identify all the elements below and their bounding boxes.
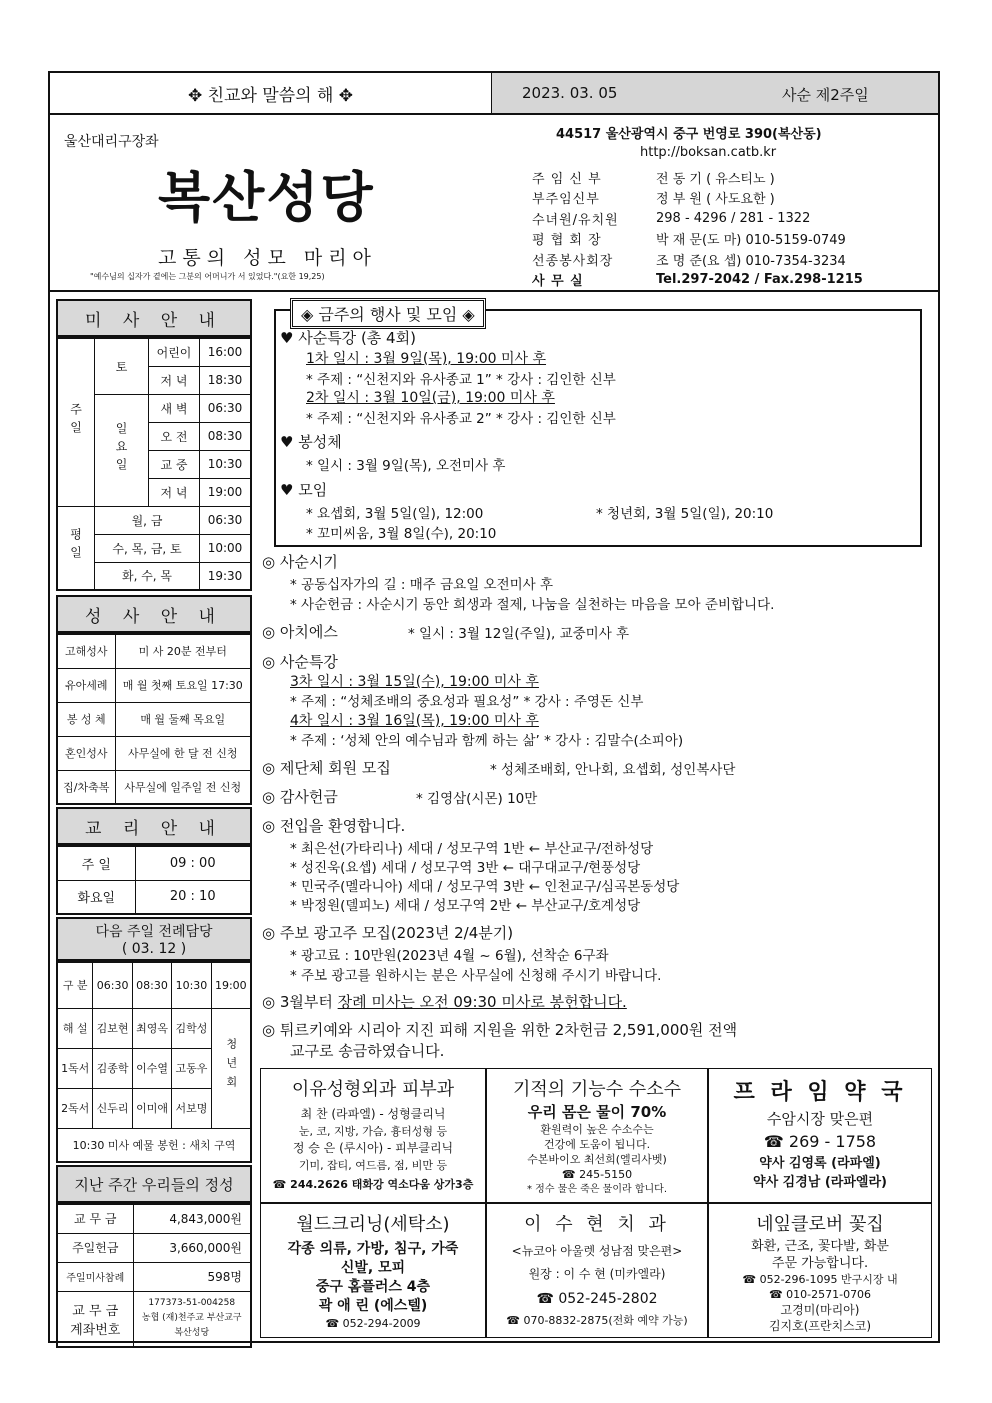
staff-row [532, 167, 932, 188]
events-title: ◈ 금주의 행사 및 모임 ◈ [290, 298, 486, 329]
account-info [133, 1291, 251, 1347]
ad-title: 기적의 기능수 수소수 [513, 1079, 681, 1100]
liturgy-person: 최영옥 [132, 1008, 171, 1048]
acies-detail: * 일시 : 3월 12일(주일), 교중미사 후 [408, 626, 630, 642]
liturgy-note: 10:30 미사 예물 봉헌 : 새치 구역 [57, 1128, 251, 1162]
welcome-item: * 민국주(멜라니아) 세대 / 성모구역 3반 ← 인천교구/심곡본동성당 [290, 879, 680, 895]
ad-line: ☎ 070-8832-2875(전화 예약 가능) [506, 1314, 688, 1327]
ad-line: 기미, 잡티, 여드름, 점, 비만 등 [298, 1159, 448, 1172]
thanks-detail: * 김영삼(시몬) 10만 [416, 791, 538, 807]
ad-line: 건강에 도움이 됩니다. [543, 1138, 651, 1151]
catechism-time: 20 : 10 [135, 880, 251, 914]
liturgy-table [56, 961, 252, 1163]
ad-item: * 광고료 : 10만원(2023년 4월 ~ 6월), 선착순 6구좌 [290, 948, 609, 964]
ad-line: ☎ 052-296-1095 반구시장 내 [742, 1273, 898, 1286]
sacrament-name: 고해성사 [57, 634, 115, 668]
ad-florist [708, 1203, 932, 1338]
ad-title: 이유성형외과 피부과 [291, 1079, 455, 1100]
sacrament-name: 집/차축복 [57, 770, 115, 804]
liturgy-role: 1독서 [57, 1048, 93, 1088]
welcome-heading: ◎ 전입을 환영합니다. [262, 817, 406, 835]
account-number: 177373-51-004258 [148, 1298, 236, 1309]
mass-table [56, 337, 252, 591]
sunday-label: 주일 [57, 338, 95, 506]
staff-row [532, 249, 932, 270]
funeral-prefix: ◎ 3월부터 [262, 993, 338, 1011]
ad-line: 눈, 코, 지방, 가슴, 흉터성형 등 [298, 1125, 448, 1138]
offering-table [56, 1203, 252, 1348]
mass-name: 새 벽 [149, 394, 200, 422]
ad-line: ☎ 052-294-2009 [325, 1317, 421, 1330]
weekday-label: 평일 [57, 506, 95, 590]
ad-line: 중구 홈플러스 4층 [315, 1279, 431, 1295]
lent-heading: ◎ 사순시기 [262, 553, 338, 571]
top-banner [50, 73, 938, 115]
lent-lecture-heading: ♥ 사순특강 (총 4회) [280, 329, 416, 347]
relief-notice: ◎ 튀르키예와 시리아 지진 피해 지원을 위한 2차헌금 2,591,000원 전액 [262, 1021, 738, 1039]
issue-date: 2023. 03. 05 [522, 84, 618, 102]
ad-line: 약사 김경남 (라파엘라) [753, 1175, 887, 1190]
catechism-table [56, 845, 252, 915]
mass-name: 오 전 [149, 422, 200, 450]
liturgy-title [56, 917, 252, 961]
staff-role: 평 협 회 장 [532, 233, 602, 249]
staff-row [532, 270, 932, 291]
sacrament-value: 매 월 둘째 목요일 [115, 702, 251, 736]
ad-line: 원장 : 이 수 현 (미카엘라) [528, 1267, 666, 1281]
liturgy-header: 08:30 [132, 962, 171, 1008]
ad-line: ☎ 244.2626 태화강 역소다움 상가3층 [272, 1178, 474, 1191]
acies-heading: ◎ 아치에스 [262, 623, 338, 641]
offering-value: 598명 [133, 1262, 251, 1291]
ad-line: 김지호(프란치스코) [768, 1319, 872, 1333]
ads-grid [260, 1068, 932, 1338]
staff-role: 사 무 실 [532, 274, 584, 290]
catechism-time: 09 : 00 [135, 846, 251, 880]
staff-value: 정 부 원 ( 사도요한 ) [656, 192, 775, 208]
diocese-label: 울산대리구장좌 [64, 134, 159, 150]
lent-item: * 공동십자가의 길 : 매주 금요일 오전미사 후 [290, 577, 554, 593]
ad-line: 신발, 모피 [340, 1260, 406, 1276]
account-label: 교 무 금 계좌번호 [57, 1291, 133, 1347]
sacrament-value: 사무실에 일주일 전 신청 [115, 770, 251, 804]
liturgy-person: 김종학 [93, 1048, 132, 1088]
recruit-heading: ◎ 제단체 회원 모집 [262, 759, 391, 777]
liturgy-title-text: 다음 주일 전례담당 [95, 924, 213, 940]
ad-line: 수본바이오 최선희(엘리사벳) [527, 1153, 667, 1166]
church-address: 44517 울산광역시 중구 번영로 390(복산동) [556, 127, 822, 142]
offering-value: 3,660,000원 [133, 1233, 251, 1262]
liturgy-header: 06:30 [93, 962, 132, 1008]
staff-role: 수녀원/유치원 [532, 212, 619, 228]
mass-time: 18:30 [200, 366, 251, 394]
ad-pharmacy [708, 1068, 932, 1203]
patron-name: 고통의 성모 마리아 [158, 247, 377, 269]
saturday-label: 토 [95, 338, 149, 394]
year-motto: ✥ 친교와 말씀의 해 ✥ [50, 73, 492, 113]
weekday-time: 19:30 [200, 562, 251, 590]
ad-line: 각종 의류, 가방, 침구, 가죽 [287, 1241, 459, 1257]
ad-line: ☎ 245-5150 [561, 1168, 633, 1181]
lecture-2-topic: * 주제 : “신천지와 유사종교 2” * 강사 : 김인한 신부 [306, 411, 616, 427]
welcome-item: * 박정원(델피노) 세대 / 성모구역 2반 ← 부산교구/호계성당 [290, 898, 641, 914]
events-box [274, 309, 922, 547]
ad-heading: ◎ 주보 광고주 모집(2023년 2/4분기) [262, 924, 514, 942]
account-bank: 농협 (재)천주교 부산교구 [141, 1313, 242, 1324]
sacrament-value: 사무실에 한 달 전 신청 [115, 736, 251, 770]
ad-title: 월드크리닝(세탁소) [296, 1214, 450, 1235]
mass-name: 교 중 [149, 450, 200, 478]
ad-line: * 정수 물은 죽은 물이라 합니다. [527, 1184, 667, 1195]
scripture-quote: "예수님의 십자가 곁에는 그분의 어머니가 서 있었다."(요한 19,25) [90, 272, 325, 281]
weekday-name: 월, 금 [95, 506, 200, 534]
meeting-item: * 청년회, 3월 5일(일), 20:10 [596, 506, 774, 522]
ad-line: ☎ 269 - 1758 [763, 1132, 877, 1151]
offering-name: 주일미사참례 [57, 1262, 133, 1291]
staff-row [532, 208, 932, 229]
offering-value: 4,843,000원 [133, 1204, 251, 1233]
ad-title: 네잎클로버 꽃집 [756, 1214, 884, 1235]
liturgy-role: 해 설 [57, 1008, 93, 1048]
lecture-heading: ◎ 사순특강 [262, 653, 338, 671]
meeting-heading: ♥ 모임 [280, 481, 328, 499]
ad-clinic [260, 1068, 486, 1203]
ad-line: 우리 몸은 물이 70% [527, 1103, 667, 1121]
sacrament-table [56, 633, 252, 805]
communion-heading: ♥ 봉성체 [280, 433, 342, 451]
weekday-time: 10:00 [200, 534, 251, 562]
staff-role: 주 임 신 부 [532, 171, 602, 187]
mass-name: 어린이 [149, 338, 200, 366]
recruit-detail: * 성체조배회, 안나회, 요셉회, 성인복사단 [490, 762, 736, 778]
liturgy-person: 서보명 [172, 1088, 211, 1128]
account-holder: 복산성당 [174, 1328, 210, 1339]
staff-row [532, 229, 932, 250]
mass-name: 저 녁 [149, 366, 200, 394]
ad-title: 이 수 현 치 과 [524, 1214, 670, 1235]
sacrament-value: 매 월 첫째 토요일 17:30 [115, 668, 251, 702]
catechism-day: 주 일 [57, 846, 135, 880]
communion-detail: * 일시 : 3월 9일(목), 오전미사 후 [306, 458, 506, 474]
ad-dental [486, 1203, 708, 1338]
sacrament-title: 성 사 안 내 [56, 595, 252, 633]
ad-line: 화환, 근조, 꽃다발, 화분 [751, 1239, 889, 1254]
funeral-text: 장례 미사는 오전 09:30 미사로 봉헌합니다. [337, 993, 627, 1011]
ad-line: 고경미(마리아) [780, 1303, 860, 1317]
staff-value: Tel.297-2042 / Fax.298-1215 [656, 272, 863, 288]
sacrament-name: 유아세례 [57, 668, 115, 702]
ad-line: 약사 김영록 (라파엘) [759, 1156, 881, 1171]
liturgy-header: 구 분 [57, 962, 93, 1008]
lecture-4-topic: * 주제 : ‘성체 안의 예수님과 함께 하는 삶’ * 강사 : 김말수(소피아) [290, 733, 684, 749]
left-column [56, 299, 252, 1348]
bulletin-page [48, 71, 940, 1343]
weekday-name: 화, 수, 목 [95, 562, 200, 590]
liturgy-person: 김보현 [93, 1008, 132, 1048]
catechism-day: 화요일 [57, 880, 135, 914]
lecture-1-date: 1차 일시 : 3월 9일(목), 19:00 미사 후 [306, 351, 547, 367]
liturgy-person: 이수열 [132, 1048, 171, 1088]
ad-title: 프 라 임 약 국 [733, 1080, 907, 1105]
staff-value: 298 - 4296 / 281 - 1322 [656, 210, 811, 226]
offering-name: 주일헌금 [57, 1233, 133, 1262]
ad-line: ☎ 010-2571-0706 [768, 1288, 872, 1301]
lecture-1-topic: * 주제 : “신천지와 유사종교 1” * 강사 : 김인한 신부 [306, 372, 616, 388]
ad-line: 곽 애 린 (에스텔) [318, 1298, 428, 1314]
masthead [50, 115, 938, 292]
mass-name: 저 녁 [149, 478, 200, 506]
catechism-title: 교 리 안 내 [56, 807, 252, 845]
mass-time: 16:00 [200, 338, 251, 366]
thanks-heading: ◎ 감사헌금 [262, 788, 338, 806]
liturgy-header: 10:30 [172, 962, 211, 1008]
ad-line: 주문 가능합니다. [771, 1256, 869, 1271]
weekday-name: 수, 목, 금, 토 [95, 534, 200, 562]
liturgy-role: 2독서 [57, 1088, 93, 1128]
church-name: 복산성당 [158, 165, 375, 229]
ad-line: 환원력이 높은 수소수는 [540, 1123, 654, 1136]
sunday-day-label: 일요일 [95, 394, 149, 506]
sacrament-name: 봉 성 체 [57, 702, 115, 736]
staff-list [532, 167, 932, 290]
liturgy-person: 이미애 [132, 1088, 171, 1128]
lecture-3-date: 3차 일시 : 3월 15일(수), 19:00 미사 후 [290, 674, 539, 690]
welcome-item: * 최은선(가타리나) 세대 / 성모구역 1반 ← 부산교구/전하성당 [290, 841, 654, 857]
staff-row [532, 188, 932, 209]
youth-label: 청년회 [211, 1008, 251, 1128]
meeting-item: * 요셉회, 3월 5일(일), 12:00 [306, 506, 484, 522]
weekday-time: 06:30 [200, 506, 251, 534]
welcome-item: * 성진욱(요셉) 세대 / 성모구역 3반 ← 대구대교구/현풍성당 [290, 860, 641, 876]
liturgy-date: ( 03. 12 ) [121, 941, 187, 957]
lecture-4-date: 4차 일시 : 3월 16일(목), 19:00 미사 후 [290, 713, 539, 729]
staff-role: 선종봉사회장 [532, 253, 614, 269]
funeral-notice [262, 991, 627, 1012]
liturgy-person: 김학성 [172, 1008, 211, 1048]
liturgical-season: 사순 제2주일 [782, 86, 869, 104]
offering-name: 교 무 금 [57, 1204, 133, 1233]
staff-role: 부주임신부 [532, 192, 600, 208]
staff-value: 조 명 준(요 셉) 010-7354-3234 [656, 253, 846, 269]
liturgy-header: 19:00 [211, 962, 251, 1008]
liturgy-person: 신두리 [93, 1088, 132, 1128]
liturgy-person: 고동우 [172, 1048, 211, 1088]
mass-time: 06:30 [200, 394, 251, 422]
ad-line: 최 찬 (라파엘) - 성형클리닉 [300, 1107, 446, 1121]
sacrament-value: 미 사 20분 전부터 [115, 634, 251, 668]
ad-cleaning [260, 1203, 486, 1338]
lecture-2-date: 2차 일시 : 3월 10일(금), 19:00 미사 후 [306, 390, 555, 406]
lecture-3-topic: * 주제 : “성체조배의 중요성과 필요성” * 강사 : 주영돈 신부 [290, 694, 644, 710]
ad-item: * 주보 광고를 원하시는 분은 사무실에 신청해 주시기 바랍니다. [290, 968, 662, 984]
mass-time: 19:00 [200, 478, 251, 506]
meeting-item: * 꼬미씨움, 3월 8일(수), 20:10 [306, 526, 497, 542]
mass-title: 미 사 안 내 [56, 299, 252, 337]
offering-title: 지난 주간 우리들의 정성 [56, 1165, 252, 1203]
staff-value: 박 재 문(도 마) 010-5159-0749 [656, 233, 846, 249]
ad-line: <뉴코아 아울렛 성남점 맞은편> [511, 1244, 683, 1258]
ad-line: ☎ 052-245-2802 [536, 1291, 658, 1307]
lent-item: * 사순헌금 : 사순시기 동안 희생과 절제, 나눔을 실천하는 마음을 모아 준비합니다. [290, 597, 775, 613]
church-url[interactable]: http://boksan.catb.kr [640, 145, 777, 160]
staff-value: 전 동 기 ( 유스티노 ) [656, 171, 775, 187]
mass-time: 08:30 [200, 422, 251, 450]
ad-line: 수암시장 맞은편 [766, 1110, 874, 1128]
mass-time: 10:30 [200, 450, 251, 478]
sacrament-name: 혼인성사 [57, 736, 115, 770]
relief-notice-2: 교구로 송금하였습니다. [290, 1042, 445, 1060]
ad-line: 정 승 은 (루시아) - 피부클리닉 [292, 1141, 454, 1155]
ad-water [486, 1068, 708, 1203]
